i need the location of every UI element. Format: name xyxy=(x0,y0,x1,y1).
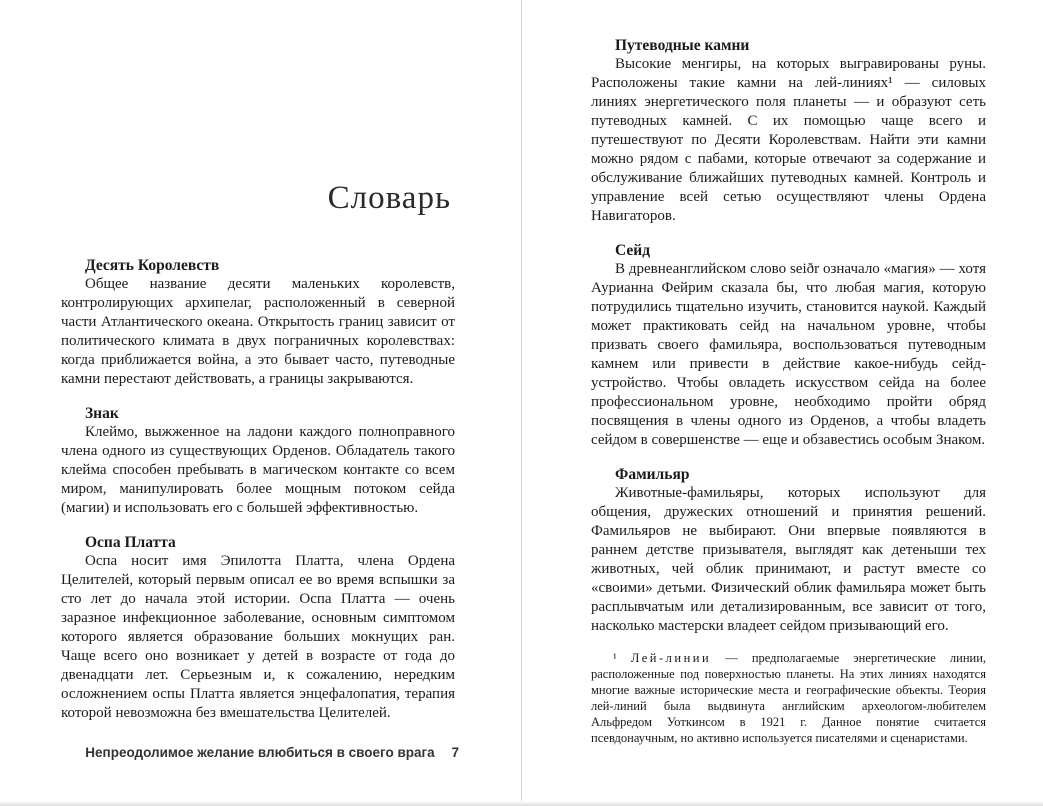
entry-seid xyxy=(591,241,986,450)
entry-platt-pox xyxy=(61,533,455,723)
entry-definition: В древнеанглийском слово seiðr означало «магия» — хотя Аурианна Фейрим сказала бы, что любая магия, которую потрудились тщательно изучить, становится наукой. Каждый может практиковать сейд на начальном уровне, чтобы призвать своего фамильяра, воспользоваться путеводным камнем или привести в действие какое-нибудь сейд-устройство. Чтобы овладеть искусством сейда на более профессиональном уровне, необходимо пройти обряд посвящения в члены одного из Орденов, а чтобы владеть сейдом в совершенстве — еще и обзавестись особым Знаком. xyxy=(591,261,986,448)
footnote-term: Лей-линии xyxy=(630,651,712,665)
page-number: 7 xyxy=(451,745,459,760)
footnote-marker: ¹ xyxy=(613,651,617,665)
page-left xyxy=(0,0,521,806)
entry-definition: Высокие менгиры, на которых выгравированы руны. Расположены такие камни на лей-линиях¹ — силовых линиях энергетического поля планеты — и образуют сеть путеводных камней. С их помощью чаще всего и путешествуют по Десяти Королевствам. Найти эти камни можно рядом с пабами, которые отвечают за содержание и обслуживание ближайших путеводных камней. Контроль и управление всей сетью осуществляют члены Ордена Навигаторов. xyxy=(591,56,986,224)
entry-term: Путеводные камни xyxy=(615,37,750,54)
entry-definition: Оспа носит имя Эпилотта Платта, члена Ордена Целителей, который первым описал ее во время вспышки за сто лет до начала этой истории. Оспа Платта — очень заразное инфекционное заболевание, основным симптомом которого является образование больших мокнущих ран. Чаще всего оно возникает у детей в возрасте от года до двенадцати лет. Серьезным и, к сожалению, нередким осложнением оспы Платта является энцефалопатия, терапия которой невозможна без вмешательства Целителей. xyxy=(61,552,455,721)
page-footer xyxy=(61,745,459,760)
page-right xyxy=(522,0,1043,806)
footnote xyxy=(591,650,986,746)
running-title: Непреодолимое желание влюбиться в своего врага xyxy=(85,745,435,760)
entry-familiar xyxy=(591,465,986,636)
page-bottom-edge xyxy=(0,801,1043,806)
entry-mark xyxy=(61,404,455,518)
entry-term: Десять Королевств xyxy=(85,256,220,274)
entry-term: Оспа Платта xyxy=(85,533,176,551)
entry-term: Фамильяр xyxy=(615,466,690,483)
entry-waystones xyxy=(591,36,986,226)
entry-definition: Клеймо, выжженное на ладони каждого полноправного члена одного из существующих Орденов. Обладатель такого клейма способен пребывать в магическом контакте со всем миром, манипулировать более мощным потоком сейда (магии) и использовать его с большей эффективностью. xyxy=(61,423,455,516)
footnote-text: — предполагаемые энергетические линии, расположенные под поверхностью планеты. На этих линиях находятся многие важные исторические места и географические объекты. Теория лей-линий была выдвинута английским археологом-любителем Альфредом Уоткинсом в 1921 г. Данное понятие считается псевдонаучным, но активно используется писателями и сценаристами. xyxy=(591,651,987,745)
entry-term: Знак xyxy=(85,404,119,422)
entry-definition: Общее название десяти маленьких королевств, контролирующих архипелаг, расположенный в северной части Атлантического океана. Открытость границ зависит от политического климата в двух пограничных королевствах: когда приближается война, а это бывает часто, путеводные камни перестают действовать, а границы закрываются. xyxy=(61,275,455,387)
glossary-title: Словарь xyxy=(327,180,451,216)
entry-term: Сейд xyxy=(615,242,651,259)
entry-definition: Животные-фамильяры, которых используют для общения, дружеских отношений и принятия решений. Фамильяров не выбирают. Они впервые появляются в раннем детстве призывателя, выглядят как детеныши тех животных, чей облик принимают, и растут вместе со «своими» детьми. Физический облик фамильяра может быть расплывчатым или детализированным, все зависит от того, насколько мастерски владеет сейдом призывающий его. xyxy=(591,485,986,634)
entry-ten-kingdoms xyxy=(61,256,455,389)
